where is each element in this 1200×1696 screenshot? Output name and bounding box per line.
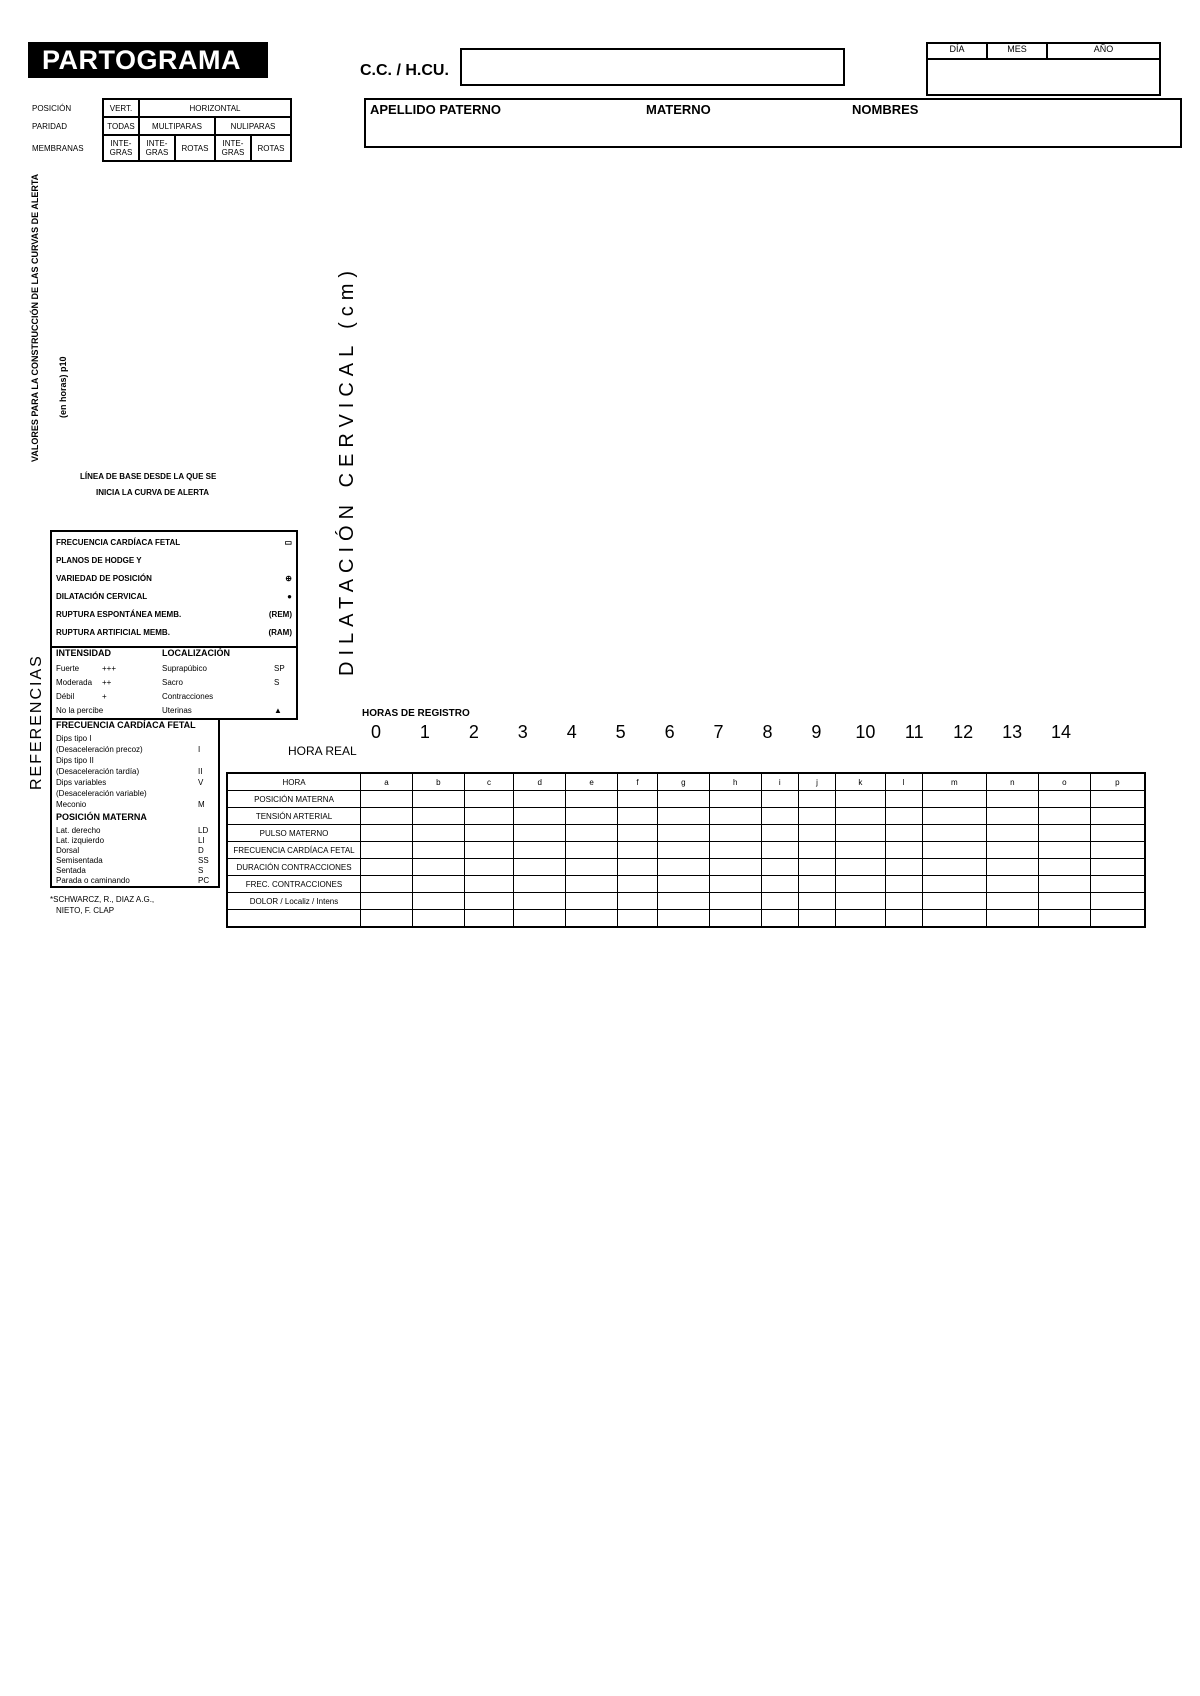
record-cell[interactable] (922, 791, 986, 808)
record-cell[interactable] (1090, 893, 1145, 910)
record-cell[interactable] (922, 893, 986, 910)
credits-1: *SCHWARCZ, R., DIAZ A.G., (50, 895, 155, 904)
record-cell[interactable] (922, 808, 986, 825)
record-cell[interactable] (514, 893, 566, 910)
record-cell[interactable] (986, 876, 1038, 893)
record-cell[interactable] (1038, 842, 1090, 859)
hcu-label: C.C. / H.CU. (360, 62, 449, 79)
paridad-label: PARIDAD (32, 121, 67, 131)
records-table (226, 772, 1146, 928)
record-col-letter[interactable]: f (618, 773, 658, 791)
record-cell[interactable] (885, 825, 922, 842)
record-cell[interactable] (566, 876, 618, 893)
record-row-label: PULSO MATERNO (227, 825, 361, 842)
intensity-a: No la percibe (56, 706, 104, 715)
reference-row (56, 592, 292, 608)
record-col-letter[interactable]: l (885, 773, 922, 791)
record-cell[interactable] (566, 825, 618, 842)
hour-label: 3 (517, 722, 528, 742)
col-rotas-1: ROTAS (175, 135, 215, 161)
record-cell[interactable] (836, 859, 885, 876)
reference-row (56, 556, 292, 572)
record-cell[interactable] (464, 791, 513, 808)
hour-label: 12 (953, 722, 974, 742)
record-row (227, 893, 1145, 910)
posicion-materna-text: Lat. derecho (56, 826, 101, 835)
intensity-c: Sacro (162, 678, 183, 687)
hour-label: 10 (855, 722, 876, 742)
record-col-letter[interactable]: k (836, 773, 885, 791)
reference-symbol: ● (287, 592, 292, 601)
record-cell[interactable] (657, 910, 709, 928)
record-cell[interactable] (798, 910, 835, 928)
intensity-b: +++ (102, 664, 117, 673)
reference-text: PLANOS DE HODGE Y (56, 556, 142, 565)
record-cell[interactable] (1038, 893, 1090, 910)
horas-registro-label: HORAS DE REGISTRO (362, 708, 470, 719)
y-axis-label: DILATACIÓN CERVICAL (cm) (336, 264, 358, 676)
fcf-ref-text: (Desaceleración tardía) (56, 767, 140, 776)
record-cell[interactable] (412, 910, 464, 928)
hour-label: 5 (615, 722, 626, 742)
fcf-ref-code: I (198, 745, 201, 754)
fcf-ref-text: Dips tipo I (56, 734, 92, 743)
references-box (50, 530, 298, 720)
posicion-materna-code: LD (198, 826, 209, 835)
posicion-materna-code: S (198, 866, 204, 875)
record-cell[interactable] (618, 825, 658, 842)
hour-label: 9 (811, 722, 822, 742)
reference-text: RUPTURA ESPONTÁNEA MEMB. (56, 610, 182, 619)
nuliparas-label: NULIPARAS (215, 117, 291, 135)
fcf-ref-code: V (198, 778, 204, 787)
record-cell[interactable] (657, 842, 709, 859)
record-cell[interactable] (464, 825, 513, 842)
record-cell[interactable] (361, 859, 413, 876)
intensity-d: SP (274, 664, 285, 673)
intensity-a: Fuerte (56, 664, 80, 673)
intensity-c: Uterinas (162, 706, 192, 715)
record-cell[interactable] (514, 791, 566, 808)
reference-text: VARIEDAD DE POSICIÓN (56, 574, 152, 583)
record-cell[interactable] (761, 842, 798, 859)
record-cell[interactable] (922, 842, 986, 859)
record-cell[interactable] (836, 893, 885, 910)
intensity-a: Débil (56, 692, 75, 701)
fcf-ref-title: FRECUENCIA CARDÍACA FETAL (56, 720, 196, 730)
multiparas-label: MULTIPARAS (139, 117, 215, 135)
record-col-letter[interactable]: h (709, 773, 761, 791)
record-cell[interactable] (566, 842, 618, 859)
todas-label: TODAS (103, 117, 139, 135)
record-cell[interactable] (657, 791, 709, 808)
record-cell[interactable] (761, 893, 798, 910)
hour-label: 13 (1002, 722, 1023, 742)
record-cell[interactable] (657, 893, 709, 910)
record-cell[interactable] (922, 910, 986, 928)
hour-label: 7 (713, 722, 724, 742)
fcf-ref-code: M (198, 800, 205, 809)
record-cell[interactable] (1038, 825, 1090, 842)
record-cell[interactable] (885, 859, 922, 876)
reference-row (56, 628, 292, 644)
hour-label: 14 (1051, 722, 1072, 742)
reference-text: FRECUENCIA CARDÍACA FETAL (56, 538, 181, 547)
hour-label: 4 (566, 722, 577, 742)
intensity-d: ▲ (274, 706, 282, 715)
posicion-materna-text: Dorsal (56, 846, 80, 855)
record-cell[interactable] (836, 791, 885, 808)
record-cell[interactable] (412, 791, 464, 808)
record-cell[interactable] (618, 910, 658, 928)
record-cell[interactable] (566, 893, 618, 910)
reference-symbol: (REM) (268, 610, 292, 619)
record-cell[interactable] (761, 910, 798, 928)
reference-symbol: ▭ (284, 538, 292, 547)
record-cell[interactable] (361, 825, 413, 842)
record-row (227, 773, 1145, 791)
ano-label: AÑO (1093, 44, 1114, 54)
record-row (227, 859, 1145, 876)
record-cell[interactable] (798, 859, 835, 876)
record-cell[interactable] (1090, 859, 1145, 876)
reference-row (56, 610, 292, 626)
fcf-ref-text: (Desaceleración precoz) (56, 745, 143, 754)
nombres-label: NOMBRES (852, 102, 919, 117)
record-cell[interactable] (361, 791, 413, 808)
hour-label: 0 (370, 722, 382, 742)
record-cell[interactable] (885, 842, 922, 859)
record-cell[interactable] (514, 825, 566, 842)
materno-label: MATERNO (646, 102, 711, 117)
hour-label: 1 (419, 722, 430, 742)
alert-side-label: VALORES PARA LA CONSTRUCCIÓN DE LAS CURVAS DE ALERTA (30, 173, 40, 462)
record-row-label (227, 910, 361, 928)
record-cell[interactable] (885, 910, 922, 928)
record-row-label: TENSIÓN ARTERIAL (227, 808, 361, 825)
record-cell[interactable] (1038, 791, 1090, 808)
record-col-letter[interactable]: g (657, 773, 709, 791)
record-col-letter[interactable]: c (464, 773, 513, 791)
record-row-label: POSICIÓN MATERNA (227, 791, 361, 808)
record-cell[interactable] (761, 825, 798, 842)
record-cell[interactable] (836, 876, 885, 893)
reference-symbol: ⊕ (285, 574, 292, 583)
record-cell[interactable] (618, 842, 658, 859)
posicion-materna-title: POSICIÓN MATERNA (56, 812, 147, 822)
record-cell[interactable] (618, 859, 658, 876)
record-col-letter[interactable]: m (922, 773, 986, 791)
record-cell[interactable] (618, 876, 658, 893)
record-cell[interactable] (986, 859, 1038, 876)
record-row (227, 791, 1145, 808)
record-cell[interactable] (1038, 859, 1090, 876)
record-row (227, 876, 1145, 893)
intensity-c: Contracciones (162, 692, 214, 701)
record-cell[interactable] (412, 859, 464, 876)
horizontal-label: HORIZONTAL (139, 99, 291, 117)
record-cell[interactable] (709, 808, 761, 825)
page-title: PARTOGRAMA (28, 42, 268, 78)
record-cell[interactable] (836, 910, 885, 928)
record-cell[interactable] (1038, 910, 1090, 928)
record-cell[interactable] (1038, 808, 1090, 825)
record-cell[interactable] (618, 808, 658, 825)
hora-real-label: HORA REAL (288, 744, 357, 758)
record-cell[interactable] (986, 825, 1038, 842)
baseline-label-2: INICIA LA CURVA DE ALERTA (96, 488, 210, 497)
hour-label: 11 (904, 722, 924, 742)
record-cell[interactable] (836, 808, 885, 825)
col-integras-3: INTE-GRAS (215, 135, 251, 161)
reference-row (56, 574, 292, 590)
record-cell[interactable] (709, 876, 761, 893)
intensidad-label: INTENSIDAD (56, 648, 112, 658)
record-cell[interactable] (885, 808, 922, 825)
record-cell[interactable] (922, 825, 986, 842)
record-cell[interactable] (836, 825, 885, 842)
record-row (227, 808, 1145, 825)
record-cell[interactable] (922, 859, 986, 876)
localizacion-label: LOCALIZACIÓN (162, 648, 230, 658)
record-cell[interactable] (709, 791, 761, 808)
record-col-letter[interactable]: p (1090, 773, 1145, 791)
record-cell[interactable] (885, 791, 922, 808)
record-cell[interactable] (1090, 910, 1145, 928)
record-cell[interactable] (412, 808, 464, 825)
record-cell[interactable] (709, 825, 761, 842)
posicion-materna-text: Sentada (56, 866, 86, 875)
record-cell[interactable] (566, 859, 618, 876)
posicion-materna-code: D (198, 846, 204, 855)
record-cell[interactable] (514, 859, 566, 876)
record-cell[interactable] (464, 893, 513, 910)
record-col-letter[interactable]: j (798, 773, 835, 791)
posicion-materna-text: Lat. izquierdo (56, 836, 105, 845)
reference-text: RUPTURA ARTIFICIAL MEMB. (56, 628, 170, 637)
record-cell[interactable] (709, 859, 761, 876)
record-cell[interactable] (464, 808, 513, 825)
membranas-label: MEMBRANAS (32, 143, 84, 153)
record-col-letter[interactable]: n (986, 773, 1038, 791)
col-rotas-2: ROTAS (251, 135, 291, 161)
intensity-d: S (274, 678, 280, 687)
record-cell[interactable] (709, 842, 761, 859)
col-integras-2: INTE-GRAS (139, 135, 175, 161)
record-cell[interactable] (885, 876, 922, 893)
record-cell[interactable] (412, 825, 464, 842)
record-cell[interactable] (986, 808, 1038, 825)
posicion-materna-text: Parada o caminando (56, 876, 130, 885)
record-cell[interactable] (986, 893, 1038, 910)
record-cell[interactable] (464, 910, 513, 928)
record-row (227, 825, 1145, 842)
record-cell[interactable] (464, 859, 513, 876)
record-cell[interactable] (798, 842, 835, 859)
record-col-letter[interactable]: o (1038, 773, 1090, 791)
record-cell[interactable] (798, 876, 835, 893)
record-cell[interactable] (798, 825, 835, 842)
record-cell[interactable] (1090, 808, 1145, 825)
posicion-materna-code: SS (198, 856, 209, 865)
record-col-letter[interactable]: i (761, 773, 798, 791)
record-cell[interactable] (798, 808, 835, 825)
record-row (227, 842, 1145, 859)
record-cell[interactable] (618, 893, 658, 910)
record-col-letter[interactable]: b (412, 773, 464, 791)
record-cell[interactable] (566, 808, 618, 825)
dia-label: DÍA (928, 44, 988, 58)
col-integras-1: INTE-GRAS (103, 135, 139, 161)
record-col-letter[interactable]: a (361, 773, 413, 791)
intensity-b: + (102, 692, 107, 701)
record-cell[interactable] (798, 791, 835, 808)
fcf-ref-text: Dips variables (56, 778, 107, 787)
record-cell[interactable] (761, 791, 798, 808)
intensity-c: Suprapúbico (162, 664, 207, 673)
record-cell[interactable] (514, 842, 566, 859)
record-cell[interactable] (986, 842, 1038, 859)
references-title: REFERENCIAS (28, 654, 45, 790)
record-cell[interactable] (922, 876, 986, 893)
record-cell[interactable] (761, 876, 798, 893)
record-row-label: FRECUENCIA CARDÍACA FETAL (227, 842, 361, 859)
vert-label: VERT. (103, 99, 139, 117)
reference-symbol: (RAM) (268, 628, 292, 637)
posicion-materna-code: PC (198, 876, 210, 885)
mes-label: MES (988, 44, 1048, 58)
record-cell[interactable] (1038, 876, 1090, 893)
record-cell[interactable] (709, 910, 761, 928)
record-row-label: HORA (227, 773, 361, 791)
record-cell[interactable] (361, 893, 413, 910)
record-cell[interactable] (361, 842, 413, 859)
record-cell[interactable] (361, 808, 413, 825)
record-cell[interactable] (361, 910, 413, 928)
record-cell[interactable] (836, 842, 885, 859)
record-col-letter[interactable]: e (566, 773, 618, 791)
record-cell[interactable] (618, 791, 658, 808)
record-cell[interactable] (761, 859, 798, 876)
record-cell[interactable] (412, 893, 464, 910)
record-cell[interactable] (1090, 825, 1145, 842)
record-cell[interactable] (1090, 791, 1145, 808)
record-cell[interactable] (514, 808, 566, 825)
record-cell[interactable] (986, 910, 1038, 928)
fcf-reference-box (50, 718, 220, 888)
record-row-label: DOLOR / Localiz / Intens (227, 893, 361, 910)
record-cell[interactable] (798, 893, 835, 910)
reference-text: DILATACIÓN CERVICAL (56, 592, 148, 601)
record-cell[interactable] (412, 876, 464, 893)
record-cell[interactable] (514, 876, 566, 893)
record-cell[interactable] (657, 876, 709, 893)
fcf-ref-code: II (198, 767, 203, 776)
record-cell[interactable] (1090, 876, 1145, 893)
posicion-materna-code: LI (198, 836, 205, 845)
record-cell[interactable] (1090, 842, 1145, 859)
hour-label: 6 (664, 722, 675, 742)
record-cell[interactable] (657, 808, 709, 825)
apellido-label: APELLIDO PATERNO (370, 102, 501, 117)
fcf-ref-text: Dips tipo II (56, 756, 94, 765)
record-cell[interactable] (657, 825, 709, 842)
posicion-materna-text: Semisentada (56, 856, 103, 865)
record-cell[interactable] (657, 859, 709, 876)
record-col-letter[interactable]: d (514, 773, 566, 791)
record-row (227, 910, 1145, 928)
credits-2: NIETO, F. CLAP (56, 906, 115, 915)
record-cell[interactable] (709, 893, 761, 910)
record-cell[interactable] (566, 910, 618, 928)
reference-row (56, 538, 292, 554)
record-row-label: FREC. CONTRACCIONES (227, 876, 361, 893)
intensity-a: Moderada (56, 678, 93, 687)
posicion-label: POSICIÓN (32, 103, 72, 113)
intensity-b: ++ (102, 678, 112, 687)
record-row-label: DURACIÓN CONTRACCIONES (227, 859, 361, 876)
hour-label: 8 (762, 722, 773, 742)
record-cell[interactable] (361, 876, 413, 893)
hour-label: 2 (468, 722, 479, 742)
baseline-label-1: LÍNEA DE BASE DESDE LA QUE SE (80, 472, 217, 481)
record-cell[interactable] (986, 791, 1038, 808)
record-cell[interactable] (514, 910, 566, 928)
record-cell[interactable] (464, 842, 513, 859)
fcf-ref-text: (Desaceleración variable) (56, 789, 147, 798)
fcf-ref-text: Meconio (56, 800, 87, 809)
record-cell[interactable] (566, 791, 618, 808)
record-cell[interactable] (885, 893, 922, 910)
alert-side-label2: (en horas) p10 (58, 356, 68, 418)
record-cell[interactable] (412, 842, 464, 859)
record-cell[interactable] (464, 876, 513, 893)
record-cell[interactable] (761, 808, 798, 825)
